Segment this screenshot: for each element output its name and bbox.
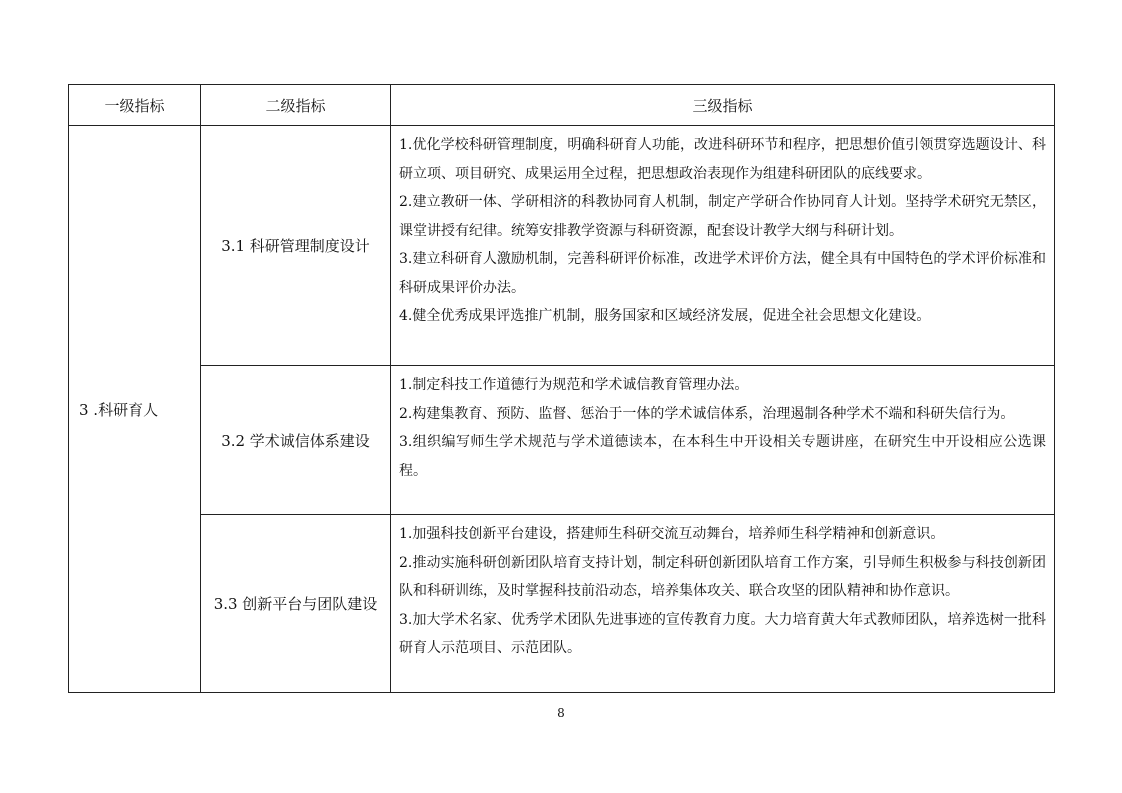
list-item: 4.健全优秀成果评选推广机制，服务国家和区域经济发展，促进全社会思想文化建设。	[399, 308, 931, 324]
list-item: 1.优化学校科研管理制度，明确科研育人功能，改进科研环节和程序，把思想价值引领贯穿选题设计、科研立项、项目研究、成果运用全过程，把思想政治表现作为组建科研团队的底线要求。	[399, 137, 1046, 182]
list-item: 3.组织编写师生学术规范与学术道德读本，在本科生中开设相关专题讲座，在研究生中开设相应公选课程。	[399, 434, 1046, 479]
list-item: 2.建立教研一体、学研相济的科教协同育人机制，制定产学研合作协同育人计划。坚持学术研究无禁区，课堂讲授有纪律。统筹安排教学资源与科研资源，配套设计教学大纲与科研计划。	[399, 194, 1046, 239]
list-item: 1.加强科技创新平台建设，搭建师生科研交流互动舞台，培养师生科学精神和创新意识。	[399, 526, 945, 542]
list-item: 2.构建集教育、预防、监督、惩治于一体的学术诚信体系，治理遏制各种学术不端和科研失信行为。	[399, 405, 1015, 422]
level3-cell	[391, 126, 1055, 366]
list-item: 3.建立科研育人激励机制，完善科研评价标准，改进学术评价方法，健全具有中国特色的学术评价标准和科研成果评价办法。	[399, 251, 1046, 296]
indicator-table	[68, 84, 1055, 693]
list-item: 3.加大学术名家、优秀学术团队先进事迹的宣传教育力度。大力培育黄大年式教师团队，培养选树一批科研育人示范项目、示范团队。	[399, 611, 1046, 656]
header-level2: 二级指标	[201, 85, 391, 126]
level2-cell: 3.1 科研管理制度设计	[201, 126, 391, 366]
header-level1: 一级指标	[69, 85, 201, 126]
level1-cell: 3 .科研育人	[69, 126, 201, 693]
table-row	[69, 126, 1055, 366]
list-item: 2.推动实施科研创新团队培育支持计划，制定科研创新团队培育工作方案，引导师生积极参与科技创新团队和科研训练，及时掌握科技前沿动态，培养集体攻关、联合攻坚的团队精神和协作意识。	[399, 554, 1046, 599]
page-number: 8	[557, 706, 565, 720]
level2-cell: 3.3 创新平台与团队建设	[201, 515, 391, 693]
header-row	[69, 85, 1055, 126]
table-row	[69, 515, 1055, 693]
header-level3: 三级指标	[391, 85, 1055, 126]
level3-cell	[391, 366, 1055, 515]
table-row	[69, 366, 1055, 515]
level2-cell: 3.2 学术诚信体系建设	[201, 366, 391, 515]
level3-cell	[391, 515, 1055, 693]
list-item: 1.制定科技工作道德行为规范和学术诚信教育管理办法。	[399, 377, 749, 393]
